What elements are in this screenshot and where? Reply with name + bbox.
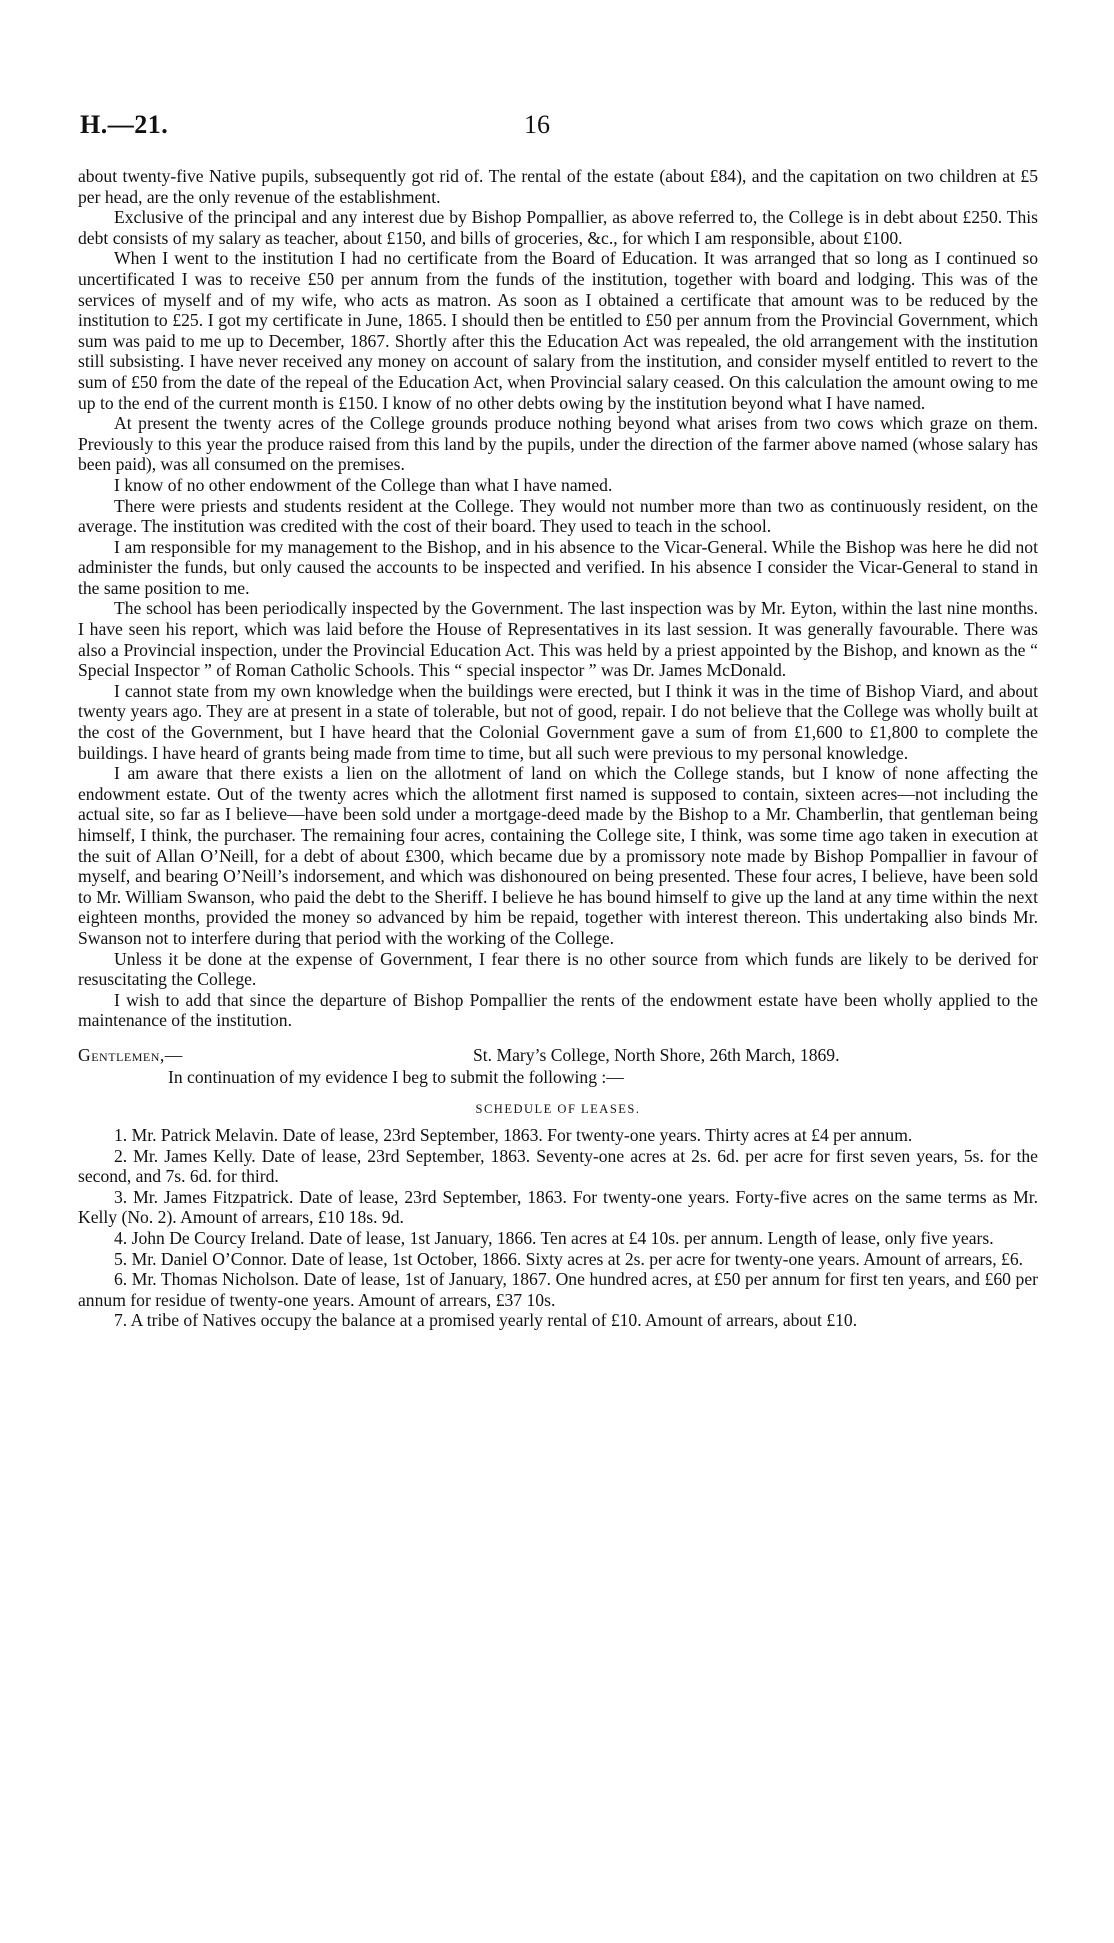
page-header [78,110,1038,150]
lease-item: 4. John De Courcy Ireland. Date of lease, 1st January, 1866. Ten acres at £4 10s. per annum. Length of lease, only five years. [114,1227,994,1248]
lease-item: 2. Mr. James Kelly. Date of lease, 23rd September, 1863. Seventy-one acres at 2s. 6d. per acre for first seven years, 5s. for the second, and 7s. 6d. for third. [78,1145,1038,1187]
lease-item: 3. Mr. James Fitzpatrick. Date of lease, 23rd September, 1863. For twenty-one years. Forty-five acres on the same terms as Mr. Kelly (No. 2). Amount of arrears, £10 18s. 9d. [78,1186,1038,1228]
salutation: Gentlemen,— [78,1044,183,1065]
lease-item: 6. Mr. Thomas Nicholson. Date of lease, 1st of January, 1867. One hundred acres, at £50 per annum for first ten years, and £60 per annum for residue of twenty-one years. Amount of arrears, £37 10s. [78,1269,1038,1310]
continuation-line: In continuation of my evidence I beg to submit the following :— [168,1066,624,1087]
paragraph: I wish to add that since the departure of Bishop Pompallier the rents of the endowment estate have been wholly applied to the maintenance of the institution. [78,989,1038,1031]
document-page [78,110,1038,1331]
lease-item: 1. Mr. Patrick Melavin. Date of lease, 23rd September, 1863. For twenty-one years. Thirty acres at £4 per annum. [114,1124,913,1145]
paragraph: Exclusive of the principal and any interest due by Bishop Pompallier, as above referred to, the College is in debt about £250. This debt consists of my salary as teacher, about £150, and bills of groceries, &c., for which I am responsible, about £100. [78,207,1038,248]
lease-item: 7. A tribe of Natives occupy the balance at a promised yearly rental of £10. Amount of arrears, about £10. [114,1310,858,1331]
paragraph: There were priests and students resident at the College. They would not number more than two as continuously resident, on the average. The institution was credited with the cost of their board. They used to teach in the school. [78,495,1038,537]
paragraph: Unless it be done at the expense of Government, I fear there is no other source from which funds are likely to be derived for resuscitating the College. [78,948,1038,990]
lease-item: 5. Mr. Daniel O’Connor. Date of lease, 1st October, 1866. Sixty acres at 2s. per acre for twenty-one years. Amount of arrears, £6. [114,1248,1024,1269]
schedule-of-leases [78,1125,1038,1331]
paragraph: The school has been periodically inspected by the Government. The last inspection was by Mr. Eyton, within the last nine months. I have seen his report, which was laid before the House of Representatives in its last session. It was generally favourable. There was also a Provincial inspection, under the Provincial Education Act. This was held by a priest appointed by the Bishop, and known as the “ Special Inspector ” of Roman Catholic Schools. This “ special inspector ” was Dr. James McDonald. [78,598,1038,681]
paragraph: about twenty-five Native pupils, subsequently got rid of. The rental of the estate (about £84), and the capitation on two children at £5 per head, are the only revenue of the establishment. [78,166,1038,207]
paragraph: I know of no other endowment of the College than what I have named. [114,474,613,495]
paragraph: I am responsible for my management to the Bishop, and in his absence to the Vicar-General. While the Bishop was here he did not administer the funds, but only caused the accounts to be inspected and verified. In his absence I consider the Vicar-General to stand in the same position to me. [78,536,1038,598]
paragraph: When I went to the institution I had no certificate from the Board of Education. It was arranged that so long as I continued so uncertificated I was to receive £50 per annum from the funds of the institution, together with board and lodging. This was of the services of myself and of my wife, who acts as matron. As soon as I obtained a certificate that amount was to be reduced by the institution to £25. I got my certificate in June, 1865. I should then be entitled to £50 per annum from the Provincial Government, which sum was paid to me up to December, 1867. Shortly after this the Education Act was repealed, the old arrangement with the institution still subsisting. I have never received any money on account of salary from the institution, and consider myself entitled to revert to the sum of £50 from the date of the repeal of the Education Act, when Provincial salary ceased. On this calculation the amount owing to me up to the end of the current month is £150. I know of no other debts owing by the institution beyond what I have named. [78,248,1038,413]
letter-heading [78,1045,1038,1067]
document-reference: H.—21. [80,110,169,139]
paragraph: At present the twenty acres of the College grounds produce nothing beyond what arises from two cows which graze on them. Previously to this year the produce raised from this land by the pupils, under the direction of the farmer above named (whose salary has been paid), was all consumed on the premises. [78,413,1038,475]
paragraph: I cannot state from my own knowledge when the buildings were erected, but I think it was in the time of Bishop Viard, and about twenty years ago. They are at present in a state of tolerable, but not of good, repair. I do not believe that the College was wholly built at the cost of the Government, but I have heard that the Colonial Government gave a sum of from £1,600 to £1,800 to complete the buildings. I have heard of grants being made from time to time, but all such were previous to my personal knowledge. [78,680,1038,763]
evidence-text [78,166,1038,1031]
page-number: 16 [524,110,550,139]
dateline: St. Mary’s College, North Shore, 26th March, 1869. [473,1044,840,1065]
paragraph: I am aware that there exists a lien on the allotment of land on which the College stands, but I know of none affecting the endowment estate. Out of the twenty acres which the allotment first named is supposed to contain, sixteen acres—not including the actual site, so far as I believe—have been sold under a mortgage-deed made by the Bishop to a Mr. Chamberlin, that gentleman being himself, I think, the purchaser. The remaining four acres, containing the College site, I think, was some time ago taken in execution at the suit of Allan O’Neill, for a debt of about £300, which became due by a promissory note made by Bishop Pompallier in favour of myself, and bearing O’Neill’s indorsement, and which was dishonoured on being presented. These four acres, I believe, have been sold to Mr. William Swanson, who paid the debt to the Sheriff. I believe he has bound himself to give up the land at any time within the next eighteen months, provided the money so advanced by him be repaid, together with interest thereon. This undertaking also binds Mr. Swanson not to interfere during that period with the working of the College. [78,763,1038,948]
schedule-title: SCHEDULE OF LEASES. [475,1101,641,1116]
